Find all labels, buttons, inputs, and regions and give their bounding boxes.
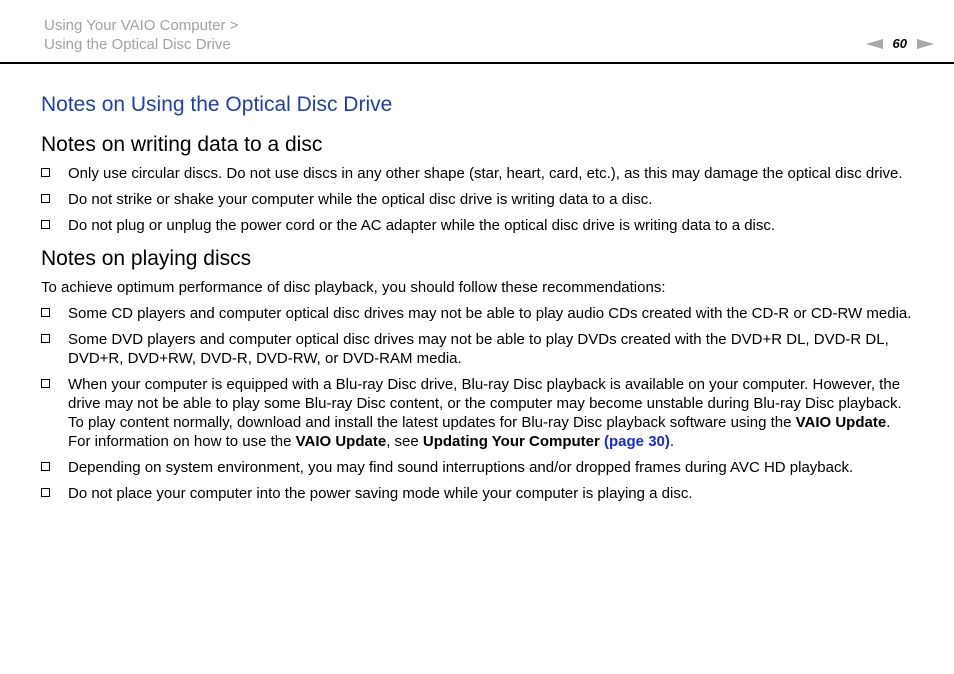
playing-notes-list xyxy=(41,304,913,503)
page-navigation xyxy=(866,36,934,51)
vaio-update-term: VAIO Update xyxy=(295,433,387,450)
page-number: 60 xyxy=(892,36,907,51)
vaio-update-term: VAIO Update xyxy=(795,414,887,431)
list-item: Only use circular discs. Do not use discs in any other shape (star, heart, card, etc.), as this may damage the optical disc drive. xyxy=(41,164,913,183)
section-heading-writing: Notes on writing data to a disc xyxy=(41,133,323,156)
checkbox-bullet-icon xyxy=(41,488,50,497)
checkbox-bullet-icon xyxy=(41,220,50,229)
list-item: Do not place your computer into the power saving mode while your computer is playing a disc. xyxy=(41,484,913,503)
checkbox-bullet-icon xyxy=(41,168,50,177)
list-item: Some CD players and computer optical disc drives may not be able to play audio CDs created with the CD-R or CD-RW media. xyxy=(41,304,913,323)
checkbox-bullet-icon xyxy=(41,334,50,343)
page-30-link[interactable]: (page 30) xyxy=(604,433,670,450)
bluray-info-line: For information on how to use the VAIO Update, see Updating Your Computer (page 30). xyxy=(68,433,675,450)
breadcrumb-parent[interactable]: Using Your VAIO Computer > xyxy=(44,17,239,34)
list-item: When your computer is equipped with a Blu-ray Disc drive, Blu-ray Disc playback is available on your computer. However, the drive may not be able to play some Blu-ray Disc content, or the computer may become unstable during Blu-ray Disc playback. To play content normally, download and install the latest updates for Blu-ray Disc playback software using the VAIO Update. For information on how to use the VAIO Update, see Updating Your Computer (page 30). xyxy=(41,375,913,451)
previous-page-arrow-icon[interactable] xyxy=(866,39,883,49)
page-title: Notes on Using the Optical Disc Drive xyxy=(41,93,393,116)
breadcrumb-current[interactable]: Using the Optical Disc Drive xyxy=(44,36,231,53)
next-page-arrow-icon[interactable] xyxy=(917,39,934,49)
writing-notes-list xyxy=(41,164,913,235)
section-heading-playing: Notes on playing discs xyxy=(41,247,252,270)
list-item: Do not strike or shake your computer while the optical disc drive is writing data to a disc. xyxy=(41,190,913,209)
page-content xyxy=(41,92,913,503)
list-item: Do not plug or unplug the power cord or the AC adapter while the optical disc drive is writing data to a disc. xyxy=(41,216,913,235)
list-item: Depending on system environment, you may find sound interruptions and/or dropped frames during AVC HD playback. xyxy=(41,458,913,477)
checkbox-bullet-icon xyxy=(41,194,50,203)
header-divider xyxy=(0,62,954,64)
updating-your-computer-term: Updating Your Computer xyxy=(422,433,600,450)
list-item: Some DVD players and computer optical disc drives may not be able to play DVDs created with the DVD+R DL, DVD-R DL, DVD+R, DVD+RW, DVD-R, DVD-RW, or DVD-RAM media. xyxy=(41,330,913,368)
playing-intro: To achieve optimum performance of disc playback, you should follow these recommendations: xyxy=(41,279,666,296)
checkbox-bullet-icon xyxy=(41,308,50,317)
checkbox-bullet-icon xyxy=(41,379,50,388)
checkbox-bullet-icon xyxy=(41,462,50,471)
breadcrumb xyxy=(44,16,238,54)
